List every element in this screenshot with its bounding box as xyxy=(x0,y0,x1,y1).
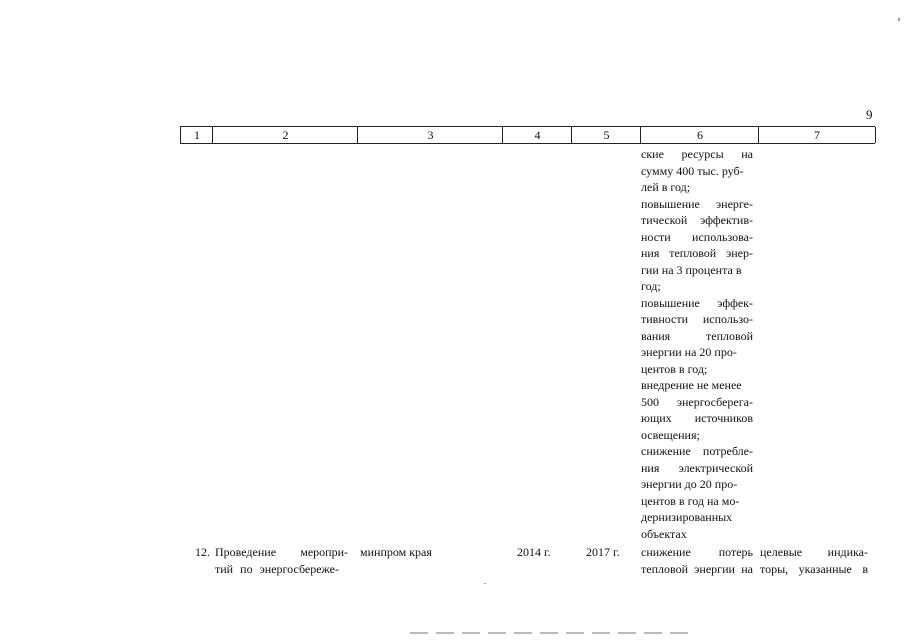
col6-line: год; xyxy=(641,279,661,293)
scan-dot xyxy=(484,583,486,584)
table-header-row xyxy=(180,126,875,144)
row-12-start-year: 2014 г. xyxy=(517,545,551,559)
row-12-result-line: тепловой энергии на xyxy=(641,562,753,576)
header-col-7: 7 xyxy=(758,127,876,143)
row-12-indicators xyxy=(760,544,868,578)
col6-line: дернизированных xyxy=(641,510,733,524)
row-12-result xyxy=(641,544,753,578)
col6-line: вания тепловой xyxy=(641,328,753,343)
header-col-4: 4 xyxy=(502,127,572,143)
row-12-end-year: 2017 г. xyxy=(586,545,620,559)
col6-line: ские ресурсы на xyxy=(641,147,753,161)
col6-line: ния тепловой энер- xyxy=(641,246,753,260)
header-col-3: 3 xyxy=(357,127,503,143)
col6-line: энергии до 20 про- xyxy=(641,477,738,491)
header-col-5: 5 xyxy=(571,127,641,143)
row-12-name-line: Проведение меропри- xyxy=(215,545,348,559)
row-12-result-line: снижение потерь xyxy=(641,545,753,559)
col6-line: освещения; xyxy=(641,427,700,442)
row-12-indicators-line: целевые индика- xyxy=(760,545,868,559)
col6-line: энергии на 20 про- xyxy=(641,345,737,359)
page-number: 9 xyxy=(866,107,873,122)
col6-line: гии на 3 процента в xyxy=(641,262,742,277)
col6-line: снижение потребле- xyxy=(641,444,753,458)
col6-line: повышение энерге- xyxy=(641,196,753,211)
col6-line: тической эффектив- xyxy=(641,213,753,227)
col6-continuation-text xyxy=(641,146,753,542)
col6-line: тивности использо- xyxy=(641,312,753,326)
col6-line: ности использова- xyxy=(641,229,753,244)
col6-line: ния электрической xyxy=(641,460,753,475)
header-col-1: 1 xyxy=(180,127,213,143)
row-12-name xyxy=(215,544,348,578)
row-12-executor: минпром края xyxy=(360,545,432,559)
header-col-2: 2 xyxy=(212,127,358,143)
row-12-name-line: тий по энергосбереже- xyxy=(215,562,339,576)
col6-line: лей в год; xyxy=(641,180,691,194)
header-col-6: 6 xyxy=(640,127,759,143)
row-12-indicators-line: торы, указанные в xyxy=(760,562,868,576)
col6-line: 500 энергосберега- xyxy=(641,394,753,409)
col6-line: объектах xyxy=(641,526,687,541)
col6-line: внедрение не менее xyxy=(641,378,742,392)
col6-line: ющих источников xyxy=(641,411,753,425)
col6-line: повышение эффек- xyxy=(641,295,753,310)
col6-line: сумму 400 тыс. руб- xyxy=(641,163,744,178)
col6-line: центов в год на мо- xyxy=(641,493,740,508)
footer-scan-smudge xyxy=(410,632,690,634)
col6-line: центов в год; xyxy=(641,361,708,376)
row-12-number: 12. xyxy=(195,545,210,559)
scan-edge-mark xyxy=(898,18,900,21)
